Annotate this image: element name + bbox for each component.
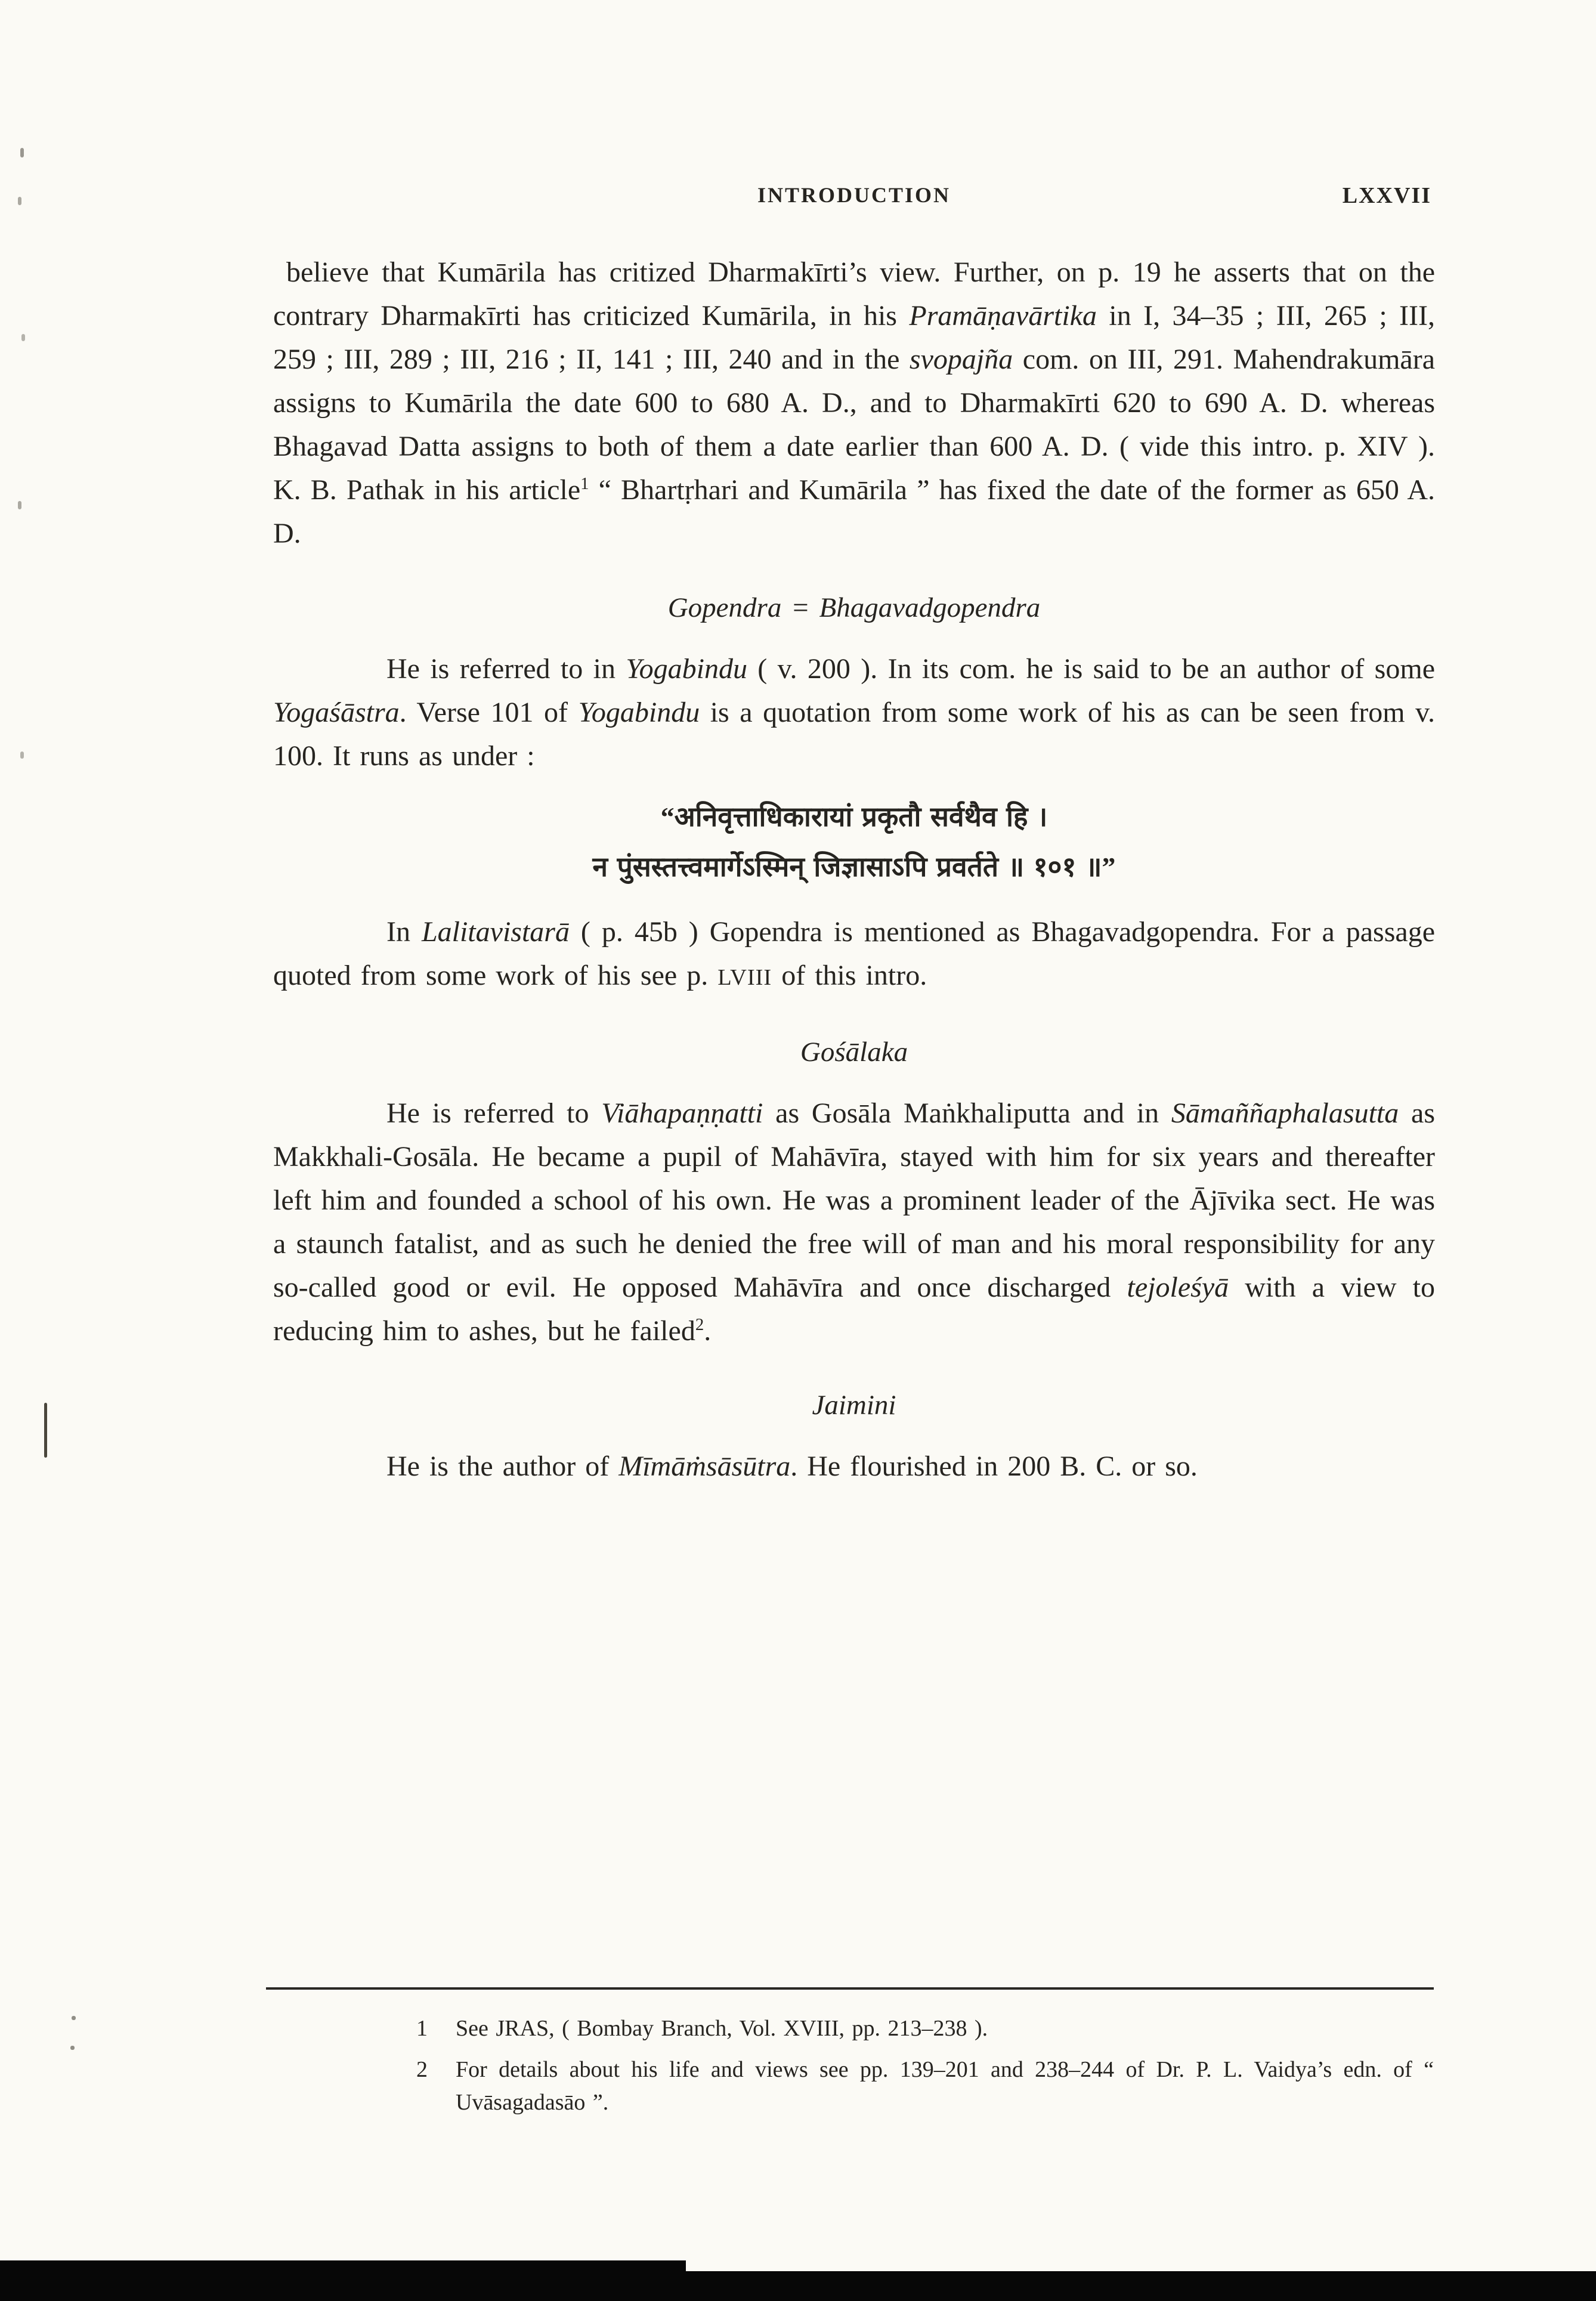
footnotes-section [266,1987,1434,2127]
scan-artifact [18,501,21,509]
running-head [273,183,1435,214]
text-block [273,250,1435,1488]
footnote-2-text: For details about his life and views see pp. 139–201 and 238–244 of Dr. P. L. Vaidya’s edn. of “ Uvāsagadasāo ”. [456,2057,1434,2115]
scan-artifact [72,2016,76,2020]
scan-edge-bar [0,2271,1596,2301]
scan-artifact [21,334,25,341]
page-number: LXXVII [1342,183,1431,208]
scan-artifact [20,751,24,759]
sanskrit-verse [273,792,1435,892]
footnote-1-text: See JRAS, ( Bombay Branch, Vol. XVIII, pp. 213–238 ). [456,2016,988,2041]
footnote-rule [266,1987,1434,1990]
scan-artifact [18,197,21,205]
footnote-2-marker: 2 [416,2057,428,2082]
gosalaka-paragraph: He is referred to Viāhapaṇṇatti as Gosāla Maṅkhaliputta and in Sāmaññaphalasutta as Makkhali-Gosāla. He became a pupil of Mahāvīra, stayed with him for six years and thereafter left him and founded a school of his own. He was a prominent leader of the Ājīvika sect. He was a staunch fatalist, and as such he denied the free will of man and his moral responsibility for any so-called good or evil. He opposed Mahāvīra and once discharged tejoleśyā with a view to reducing him to ashes, but he failed$^2$. [273,1097,1436,1347]
gopendra-paragraph-2: In Lalitavistarā ( p. 45b ) Gopendra is mentioned as Bhagavadgopendra. For a passage quoted from some work of his see p. LVIII of this intro. [273,916,1436,991]
scan-artifact [20,148,24,157]
scan-artifact [70,2046,75,2050]
page-title: INTRODUCTION [757,183,951,207]
section-heading-jaimini: Jaimini [812,1390,896,1421]
gopendra-paragraph-1: He is referred to in Yogabindu ( v. 200 ). In its com. he is said to be an author of some Yogaśāstra. Verse 101 of Yogabindu is a quotation from some work of his as can be seen from v. 100. It runs as under : [273,653,1436,772]
section-heading-gosalaka: Gośālaka [800,1037,908,1068]
scan-artifact [44,1403,47,1458]
section-heading-gopendra: Gopendra = Bhagavadgopendra [667,592,1041,623]
jaimini-paragraph: He is the author of Mīmāṁsāsūtra. He flourished in 200 B. C. or so. [386,1451,1198,1482]
footnote-1-marker: 1 [416,2016,428,2041]
footnote-2 [266,2053,1434,2119]
footnote-1 [266,2012,1434,2045]
verse-line-2: न पुंसस्तत्त्वमार्गेऽस्मिन् जिज्ञासाऽपि प्रवर्तते ॥ १०१ ॥” [592,852,1116,882]
opening-paragraph: believe that Kumārila has critized Dharmakīrti’s view. Further, on p. 19 he asserts that on the contrary Dharmakīrti has criticized Kumārila, in his Pramāṇavārtika in I, 34–35 ; III, 265 ; III, 259 ; III, 289 ; III, 216 ; II, 141 ; III, 240 and in the svopajña com. on III, 291. Mahendrakumāra assigns to Kumārila the date 600 to 680 A. D., and to Dharmakīrti 620 to 690 A. D. whereas Bhagavad Datta assigns to both of them a date earlier than 600 A. D. ( vide this intro. p. XIV ). K. B. Pathak in his article$^1$ “ Bhartṛhari and Kumārila ” has fixed the date of the former as 650 A. D. [273,256,1436,549]
verse-line-1: “अनिवृत्ताधिकारायां प्रकृतौ सर्वथैव हि । [660,802,1048,832]
